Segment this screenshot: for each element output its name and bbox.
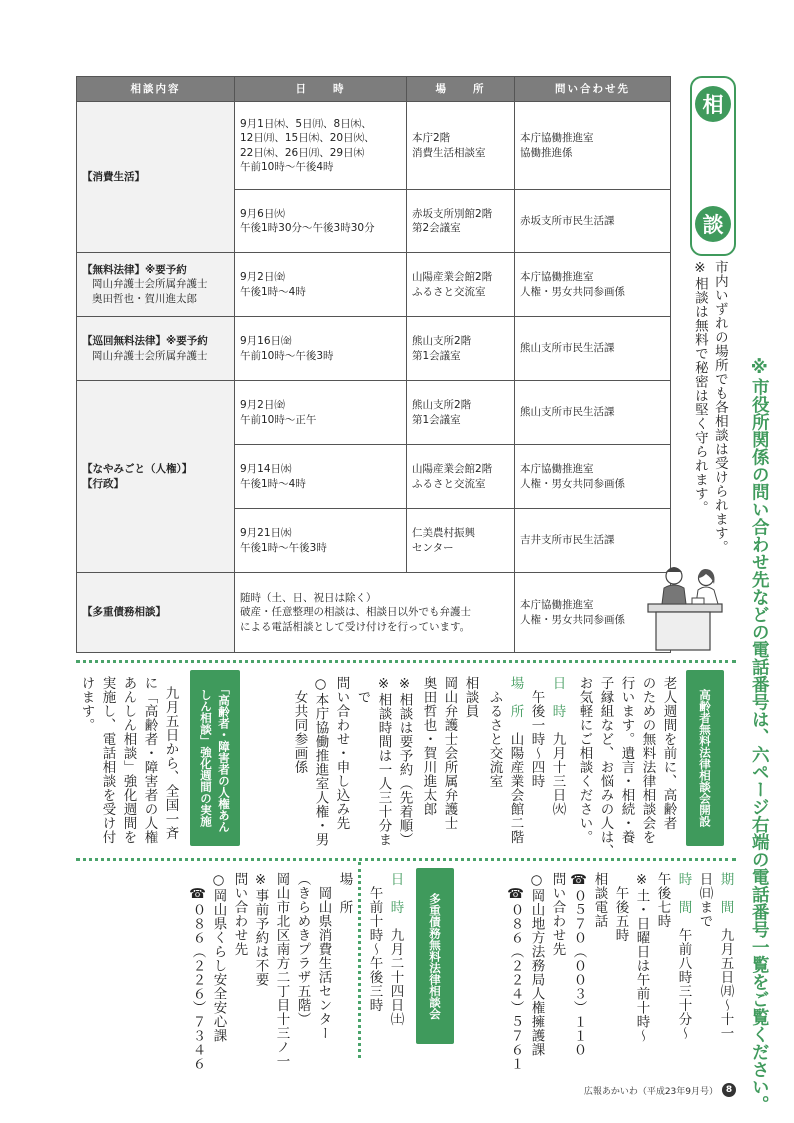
senior-contact-label: 問い合わせ・申し込み先 [333,676,350,830]
debt-date-value: 九月二十四日㈯ [387,928,404,1026]
cell-contact: 本庁協働推進室 協働推進係 [515,102,671,190]
ministry-contact-tel: ☎０８６（２２４）５７６１ [507,886,524,1071]
cell-contact: 吉井支所市民生活課 [515,509,671,573]
hotline-label: 相談電話 [591,872,608,928]
weekend-note: ※土・日曜日は午前十時〜 [633,872,650,1043]
ministry-contact: ○岡山地方法務局人権擁護課 [528,872,545,1057]
ministry-contact-label: 問い合わせ先 [549,872,566,956]
cell-contact: 本庁協働推進室 人権・男女共同参画係 [515,573,671,653]
senior-place-label: 場 所 [507,676,524,718]
human-rights-text-line: けます。 [78,676,95,732]
debt-contact-label: 問い合わせ先 [231,872,248,956]
debt-place-line: 岡山県消費生活センター [315,886,332,1040]
debt-date-line [388,872,402,1026]
category-title: 【巡回無料法律】※要予約 [82,335,208,348]
page-number: 8 [722,1083,736,1097]
period-line [718,872,732,1040]
hotline-number: ☎０５７０（００３）１１０ [570,872,587,1057]
header-content: 相談内容 [77,77,235,102]
cell-contact: 赤坂支所市民生活課 [515,190,671,253]
category-touring-legal [77,317,235,381]
human-rights-title-line: しん相談」強化週間の実施 [199,689,213,827]
cell-place: 本庁2階 消費生活相談室 [407,102,515,190]
cell-contact: 本庁協働推進室 人権・男女共同参画係 [515,253,671,317]
senior-text-line: のための無料法律相談会を [639,676,656,844]
debt-consultation-title: 多重債務無料法律相談会 [416,868,454,1044]
senior-text-line: お気軽にご相談ください。 [576,676,593,844]
debt-contact: ○岡山県くらし安全安心課 [210,872,227,1043]
table-row [77,317,671,381]
hours-label: 時 間 [675,872,692,914]
section-title-box [690,76,736,256]
senior-advisor-line: 岡山弁護士会所属弁護士 [441,676,458,830]
title-char-1: 相 [695,86,731,122]
cell-place: 仁美農村振興 センター [407,509,515,573]
table-row [77,573,671,653]
senior-contact-line: ○本庁協働推進室人権・男 [312,676,329,847]
debt-contact-tel: ☎０８６（２２６）７３４６ [189,886,206,1071]
cell-date: 9月2日㈮ 午後1時〜4時 [235,253,407,317]
category-sub: 岡山弁護士会所属弁護士 [92,349,208,362]
category-human-rights: 【なやみごと（人権）】 【行政】 [77,381,235,573]
senior-date-line [550,676,564,816]
debt-date-label: 日 時 [387,872,404,914]
cell-place: 赤坂支所別館2階 第2会議室 [407,190,515,253]
publication-name: 広報あかいわ（平成23年9月号） [583,1086,718,1097]
cell-date: 9月1日㈭、5日㈪、8日㈭、 12日㈪、15日㈭、20日㈫、 22日㈭、26日㈪、29日㈭ 午前10時〜午後4時 [235,102,407,190]
cell-date: 9月16日㈮ 午前10時〜午後3時 [235,317,407,381]
senior-date-value: 九月十三日㈫ [549,732,566,816]
senior-text-line: 行います。遺言・相続・養 [618,676,635,844]
table-row [77,381,671,445]
senior-contact-line: 女共同参画係 [291,690,308,774]
consultation-illustration [634,558,734,654]
senior-date-label: 日 時 [549,676,566,718]
senior-place-line [508,676,522,844]
phone-list-note: ※市役所関係の問い合わせ先などの電話番号は、六ページ右端の電話番号一覧をご覧ください。 [749,358,770,1113]
period-value-cont: 日㈰まで [696,872,713,928]
cell-place: 熊山支所2階 第1会議室 [407,317,515,381]
cell-place: 山陽産業会館2階 ふるさと交流室 [407,253,515,317]
debt-place-line: （きらめきプラザ五階） [294,872,311,1026]
divider-vertical [358,862,361,1058]
category-title: 【無料法律】※要予約 [82,263,187,276]
human-rights-text-line: 九月五日から、全国一斉 [162,686,179,840]
hours-value: 午前八時三十分〜 [675,928,692,1040]
debt-place-label: 場 所 [336,872,353,914]
title-char-2: 談 [695,206,731,242]
page-footer [584,1083,736,1097]
senior-note-reserve: ※相談は要予約（先着順） [396,676,413,847]
cell-place: 熊山支所2階 第1会議室 [407,381,515,445]
senior-place-value2: ふるさと交流室 [486,690,503,788]
debt-place-line: 岡山市北区南方二丁目十三ノ一 [273,872,290,1068]
note-free-secret: ※相談は無料で秘密は堅く守られます。 [691,260,708,515]
debt-reservation-note: ※事前予約は不要 [252,872,269,987]
human-rights-text-line: 実施し、電話相談を受け付 [99,676,116,844]
senior-place-value: 山陽産業会館二階 [507,732,524,844]
cell-date: 9月6日㈫ 午後1時30分〜午後3時30分 [235,190,407,253]
header-place: 場 所 [407,77,515,102]
table-header-row [77,77,671,102]
cell-contact: 本庁協働推進室 人権・男女共同参画係 [515,445,671,509]
senior-legal-title: 高齢者無料法律相談会開設 [686,670,724,846]
header-datetime: 日 時 [235,77,407,102]
human-rights-text-line: に「高齢者・障害者の人権 [141,676,158,844]
category-sub: 岡山弁護士会所属弁護士 奥田哲也・賀川進太郎 [92,278,208,305]
category-multiple-debt: 【多重債務相談】 [77,573,235,653]
note-anywhere: 市内いずれの場所でも各相談は受けられます。 [711,260,728,554]
category-free-legal [77,253,235,317]
cell-contact: 熊山支所市民生活課 [515,317,671,381]
consultation-schedule-table [76,76,671,653]
cell-date: 9月14日㈬ 午後1時〜4時 [235,445,407,509]
senior-text-line: 老人週間を前に、高齢者 [660,676,677,830]
hours-line [676,872,690,1040]
header-contact: 問い合わせ先 [515,77,671,102]
cell-contact: 熊山支所市民生活課 [515,381,671,445]
weekend-note-cont: 午後五時 [612,886,629,942]
cell-date: 随時（土、日、祝日は除く） 破産・任意整理の相談は、相談日以外でも弁護士 による電話相談として受け付けを行っています。 [235,573,515,653]
senior-advisor-label: 相談員 [462,676,479,718]
hours-value-cont: 午後七時 [654,872,671,928]
senior-advisor-line: 奥田哲也・賀川進太郎 [420,676,437,816]
category-consumer: 【消費生活】 [77,102,235,253]
senior-note-time: ※相談時間は一人三十分ま [375,676,392,847]
divider-horizontal-top [76,660,736,663]
human-rights-week-title [190,670,240,846]
cell-date: 9月2日㈮ 午前10時〜正午 [235,381,407,445]
table-row [77,102,671,190]
period-value: 九月五日㈪〜十一 [717,928,734,1040]
senior-note-time-cont: で [354,690,371,704]
cell-place: 山陽産業会館2階 ふるさと交流室 [407,445,515,509]
debt-time-value: 午前十時〜午後三時 [366,886,383,1012]
period-label: 期 間 [717,872,734,914]
senior-text-line: 子縁組など、お悩みの人は、 [597,676,614,858]
senior-time-value: 午後一時〜四時 [528,690,545,788]
human-rights-title-line: 「高齢者・障害者の人権あん [217,683,231,833]
divider-horizontal-middle [76,858,736,861]
table-row [77,253,671,317]
cell-date: 9月21日㈬ 午後1時〜午後3時 [235,509,407,573]
human-rights-text-line: あんしん相談」強化週間を [120,676,137,844]
